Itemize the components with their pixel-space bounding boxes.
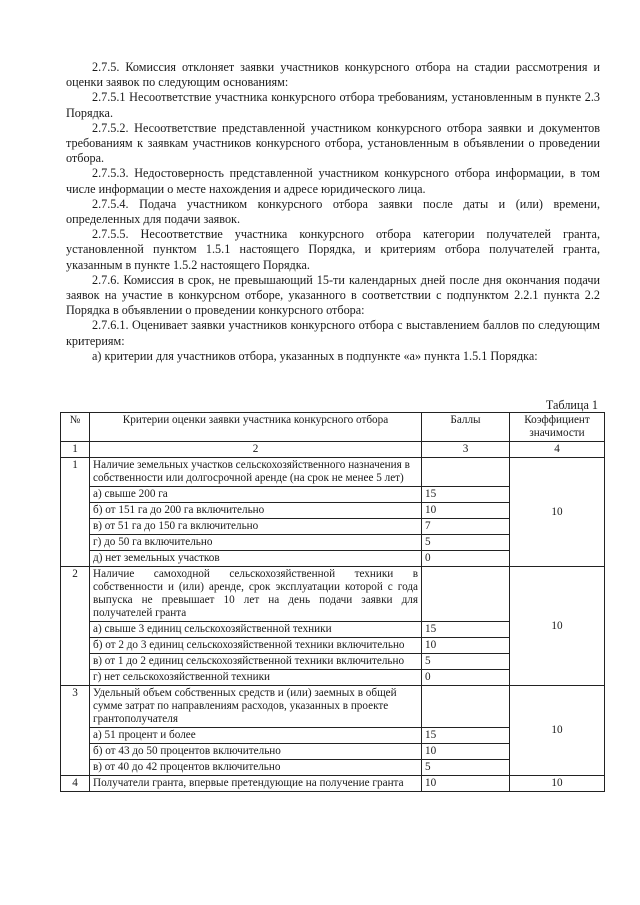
option-label: г) нет сельскохозяйственной техники bbox=[90, 670, 422, 686]
criterion-number: 2 bbox=[61, 567, 90, 686]
criterion-title: Наличие земельных участков сельскохозяйственного назначения в собственности или долгосрочной аренде (на срок не менее 5 лет) bbox=[90, 458, 422, 487]
table-row bbox=[61, 686, 605, 728]
score-cell: 0 bbox=[422, 670, 510, 686]
table-row bbox=[61, 776, 605, 792]
option-label: д) нет земельных участков bbox=[90, 551, 422, 567]
score-cell bbox=[422, 567, 510, 622]
score-cell: 5 bbox=[422, 654, 510, 670]
paragraph: а) критерии для участников отбора, указанных в подпункте «а» пункта 1.5.1 Порядка: bbox=[92, 348, 538, 363]
score-cell: 10 bbox=[422, 776, 510, 792]
index-cell: 4 bbox=[510, 442, 605, 458]
table-row bbox=[61, 567, 605, 622]
option-label: б) от 2 до 3 единиц сельскохозяйственной техники включительно bbox=[90, 638, 422, 654]
score-cell bbox=[422, 686, 510, 728]
score-cell: 15 bbox=[422, 728, 510, 744]
score-cell: 15 bbox=[422, 622, 510, 638]
header-score: Баллы bbox=[422, 413, 510, 442]
criteria-table bbox=[60, 412, 605, 792]
index-cell: 2 bbox=[90, 442, 422, 458]
option-label: в) от 51 га до 150 га включительно bbox=[90, 519, 422, 535]
header-num: № bbox=[61, 413, 90, 442]
header-coef: Коэффициент значимости bbox=[510, 413, 605, 442]
index-cell: 3 bbox=[422, 442, 510, 458]
score-cell: 15 bbox=[422, 487, 510, 503]
option-label: а) 51 процент и более bbox=[90, 728, 422, 744]
option-label: а) свыше 3 единиц сельскохозяйственной техники bbox=[90, 622, 422, 638]
paragraph: 2.7.6. Комиссия в срок, не превышающий 15-ти календарных дней после дня окончания подачи заявок на участие в конкурсном отборе, указанного в соответствии с подпунктом 2.2.1 пункта 2.2 Порядка в объявлении о проведении конкурсного отбора: bbox=[66, 272, 600, 318]
score-cell: 10 bbox=[422, 503, 510, 519]
criterion-number: 3 bbox=[61, 686, 90, 776]
option-label: г) до 50 га включительно bbox=[90, 535, 422, 551]
criterion-title: Наличие самоходной сельскохозяйственной техники в собственности и (или) аренде, срок эксплуатации которой с года выпуска не превышает 10 лет на день подачи заявки для получателей гранта bbox=[90, 567, 422, 622]
index-cell: 1 bbox=[61, 442, 90, 458]
option-label: в) от 40 до 42 процентов включительно bbox=[90, 760, 422, 776]
option-label: в) от 1 до 2 единиц сельскохозяйственной техники включительно bbox=[90, 654, 422, 670]
table-header-row bbox=[61, 413, 605, 442]
score-cell bbox=[422, 458, 510, 487]
header-criterion: Критерии оценки заявки участника конкурсного отбора bbox=[90, 413, 422, 442]
coef-cell: 10 bbox=[510, 686, 605, 776]
score-cell: 7 bbox=[422, 519, 510, 535]
option-label: а) свыше 200 га bbox=[90, 487, 422, 503]
score-cell: 10 bbox=[422, 744, 510, 760]
criterion-number: 4 bbox=[61, 776, 90, 792]
score-cell: 0 bbox=[422, 551, 510, 567]
coef-cell: 10 bbox=[510, 458, 605, 567]
score-cell: 5 bbox=[422, 760, 510, 776]
table-row bbox=[61, 458, 605, 487]
paragraph: 2.7.5.3. Недостоверность представленной участником конкурсного отбора информации, в том числе информации о месте нахождения и адресе юридического лица. bbox=[66, 166, 600, 196]
table-caption: Таблица 1 bbox=[545, 398, 598, 412]
paragraph: 2.7.5.2. Несоответствие представленной участником конкурсного отбора заявки и документов требованиям к заявкам участников конкурсного отбора, установленным в объявлении о проведении отбора. bbox=[66, 120, 600, 166]
criterion-title: Удельный объем собственных средств и (или) заемных в общей сумме затрат по направлениям расходов, указанных в проекте грантополучателя bbox=[90, 686, 422, 728]
coef-cell: 10 bbox=[510, 776, 605, 792]
paragraph: 2.7.5.1 Несоответствие участника конкурсного отбора требованиям, установленным в пункте 2.3 Порядка. bbox=[66, 90, 600, 120]
paragraph: 2.7.5.5. Несоответствие участника конкурсного отбора категории получателей гранта, установленной пунктом 1.5.1 настоящего Порядка, и критериям отбора получателей гранта, указанным в пункте 1.5.2 настоящего Порядка. bbox=[66, 227, 600, 272]
criterion-number: 1 bbox=[61, 458, 90, 567]
paragraph: 2.7.5.4. Подача участником конкурсного отбора заявки после даты и (или) времени, определенных для подачи заявок. bbox=[66, 196, 600, 227]
score-cell: 5 bbox=[422, 535, 510, 551]
body-text bbox=[66, 60, 600, 364]
option-label: б) от 151 га до 200 га включительно bbox=[90, 503, 422, 519]
paragraph: 2.7.6.1. Оценивает заявки участников конкурсного отбора с выставлением баллов по следующим критериям: bbox=[66, 318, 600, 348]
score-cell: 10 bbox=[422, 638, 510, 654]
criterion-title: Получатели гранта, впервые претендующие на получение гранта bbox=[90, 776, 422, 792]
table-index-row bbox=[61, 442, 605, 458]
option-label: б) от 43 до 50 процентов включительно bbox=[90, 744, 422, 760]
coef-cell: 10 bbox=[510, 567, 605, 686]
paragraph: 2.7.5. Комиссия отклоняет заявки участников конкурсного отбора на стадии рассмотрения и оценки заявок по следующим основаниям: bbox=[66, 60, 600, 90]
